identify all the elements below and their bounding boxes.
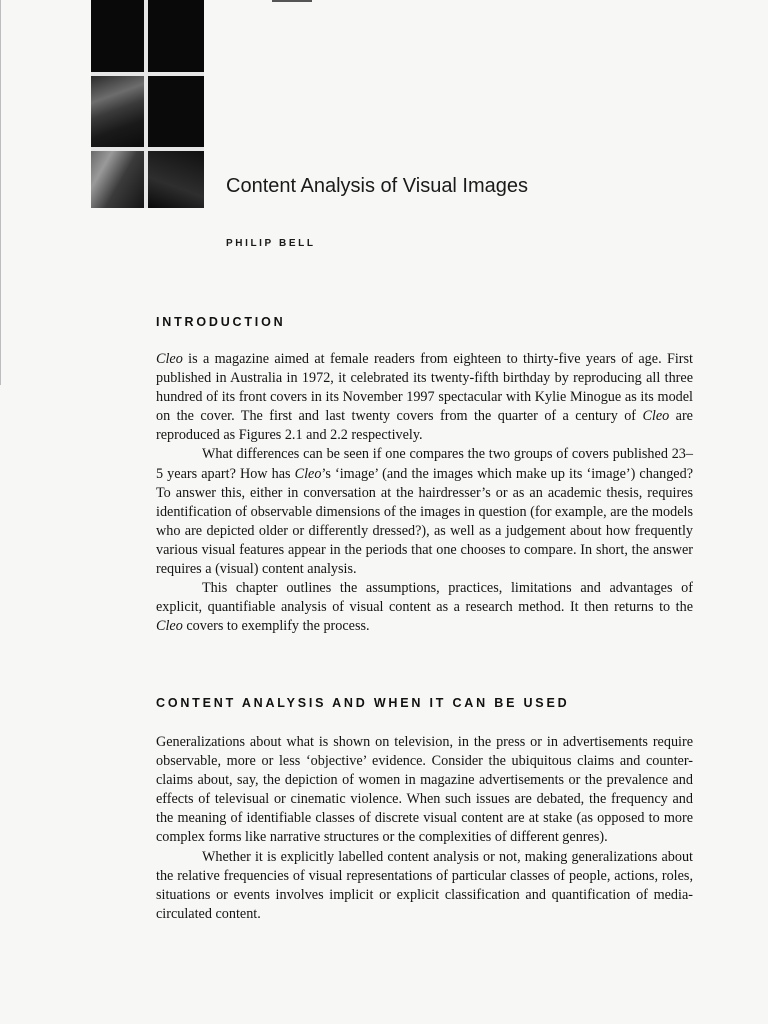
- paragraph-text: covers to exemplify the process.: [182, 618, 370, 635]
- paragraph-text: ’s ‘image’ (and the images which make up its ‘image’) changed? To answer this, either in conversation at the hairdresser’s or as an academic thesis, requires identification of observable dimensions of the images in question (for example, are the models who are depicted older or differently dressed?), as well as a judgement about how frequently various visual features appear in the periods that one chooses to compare. In short, the answer requires a (visual) content analysis.: [156, 465, 693, 578]
- grid-divider: [91, 72, 204, 76]
- italic-term: Cleo: [156, 351, 183, 367]
- page-edge-line: [0, 0, 1, 385]
- italic-term: Cleo: [294, 465, 322, 482]
- chapter-title: Content Analysis of Visual Images: [226, 175, 529, 197]
- paragraph-text: This chapter outlines the assumptions, practices, limitations and advantages of explicit, quantifiable analysis of visual content as a research method. It then returns to the: [156, 580, 693, 616]
- grid-divider: [91, 147, 204, 151]
- paragraph: [156, 579, 693, 636]
- paragraph-text: are reproduced as Figures 2.1 and 2.2 respectively.: [156, 408, 693, 444]
- chapter-opening-photo-grid: [91, 0, 204, 208]
- photo-cell: [148, 0, 204, 72]
- section-heading-content-analysis: CONTENT ANALYSIS AND WHEN IT CAN BE USED: [156, 696, 570, 710]
- paragraph: [156, 445, 693, 579]
- paragraph: Generalizations about what is shown on television, in the press or in advertisements require observable, more or less ‘objective’ evidence. Consider the ubiquitous claims and counter-claims about, say, the depiction of women in magazine advertisements or the prevalence and effects of televisual or cinematic violence. When such issues are debated, the frequency and the meaning of identifiable classes of discrete visual content are at stake (as opposed to more complex forms like narrative structures or the complexities of different genres).: [156, 734, 693, 846]
- author-name: PHILIP BELL: [226, 238, 316, 249]
- content-analysis-body: [156, 733, 693, 924]
- top-rule: [272, 0, 312, 2]
- photo-cell: [91, 76, 144, 147]
- paragraph-text: is a magazine aimed at female readers from eighteen to thirty-five years of age. First published in Australia in 1972, it celebrated its twenty-fifth birthday by reproducing all three hundred of its front covers in its November 1997 spectacular with Kylie Minogue as its model on the cover. The first and last twenty covers from the quarter of a century of: [156, 351, 693, 425]
- paragraph-text: What differences can be seen if one compares the two groups of covers published 23–5 years apart? How has: [156, 446, 693, 482]
- photo-cell: [91, 0, 144, 72]
- photo-cell: [148, 151, 204, 208]
- paragraph: [156, 350, 693, 445]
- photo-cell: [91, 151, 144, 208]
- photo-cell: [148, 76, 204, 147]
- section-heading-introduction: INTRODUCTION: [156, 315, 286, 329]
- italic-term: Cleo: [156, 618, 183, 635]
- paragraph: Whether it is explicitly labelled content analysis or not, making generalizations about the relative frequencies of visual representations of particular classes of people, actions, roles, situations or events involves implicit or explicit classification and quantification of media-circulated content.: [156, 848, 693, 922]
- introduction-body: [156, 350, 693, 636]
- italic-term: Cleo: [642, 408, 670, 425]
- grid-divider: [144, 0, 148, 208]
